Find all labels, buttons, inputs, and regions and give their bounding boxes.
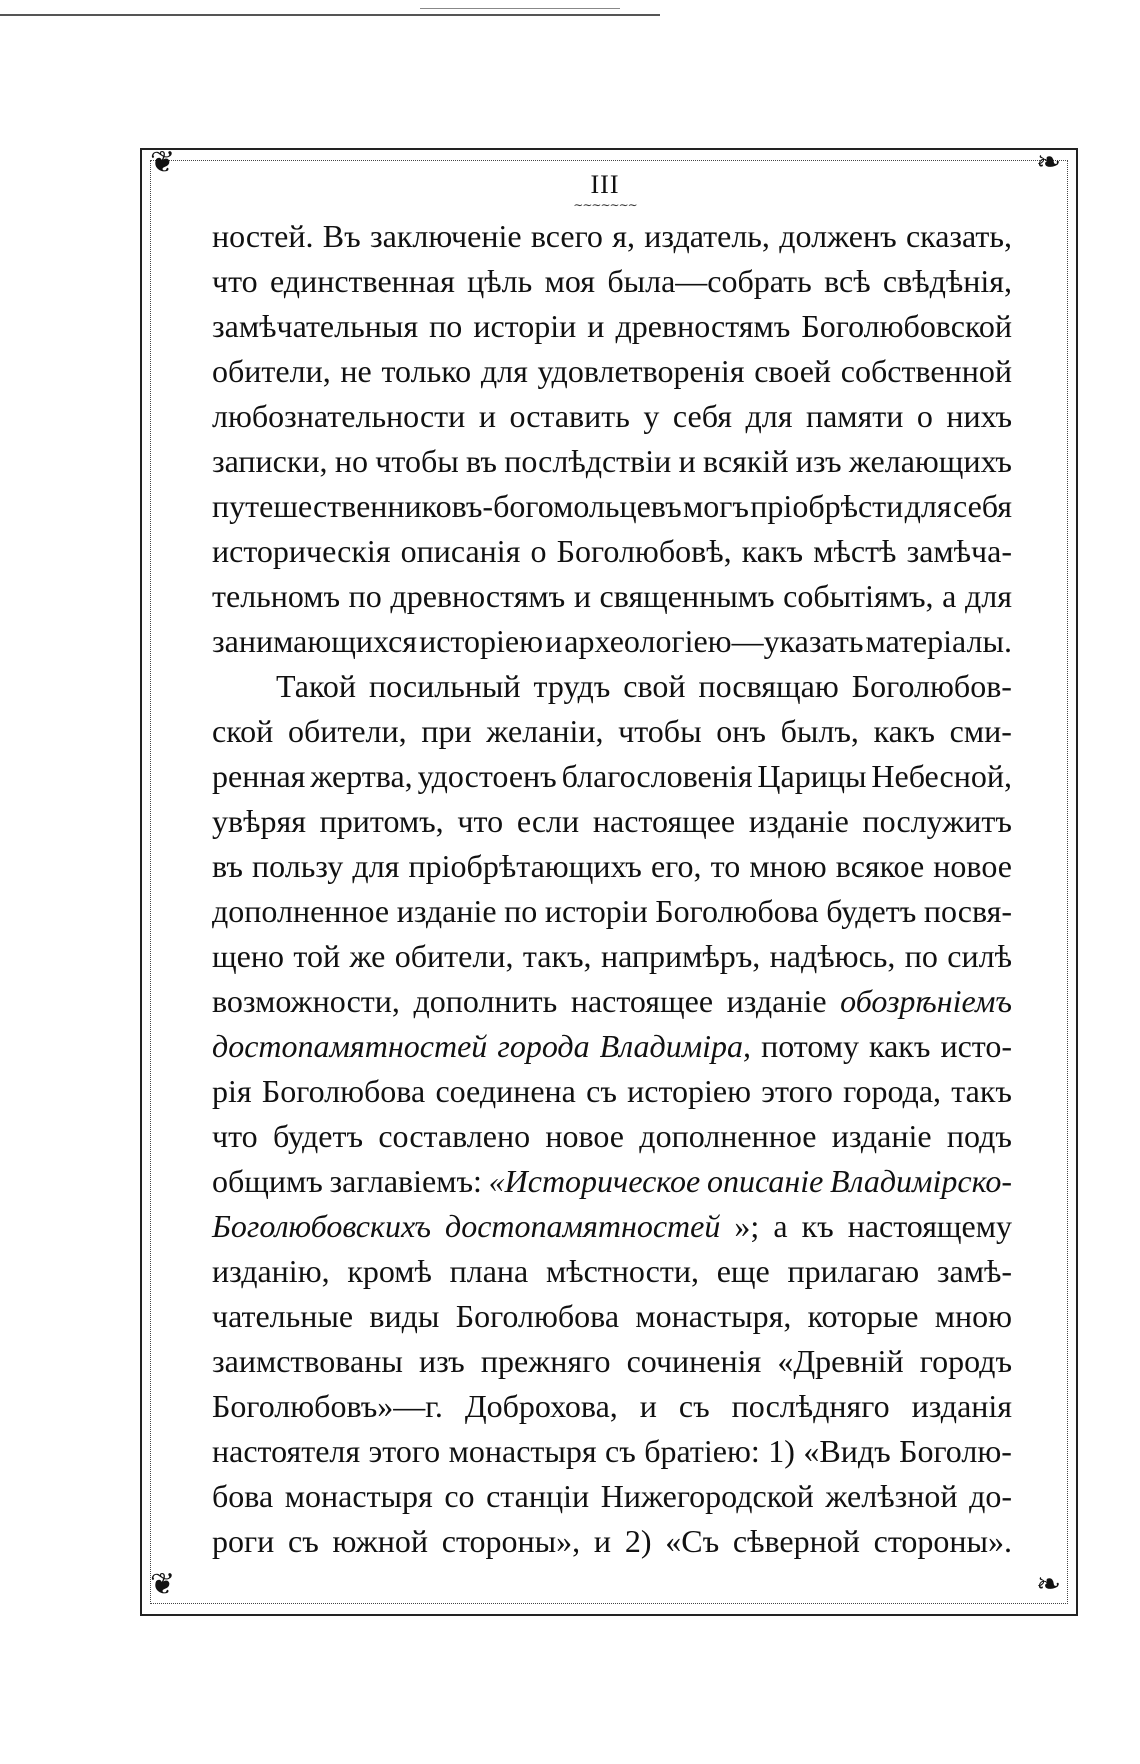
page-number: III [590, 170, 620, 199]
word: и [678, 443, 696, 479]
word: тельномъ [212, 578, 341, 614]
word: той [293, 938, 341, 974]
word: и [639, 1388, 657, 1424]
word: стороны», [441, 1523, 581, 1559]
text-line [212, 259, 1012, 304]
word: плана [449, 1253, 529, 1289]
word: станціи [486, 1478, 590, 1514]
word: цѣль [467, 263, 533, 299]
word: «Съ [665, 1523, 720, 1559]
word: этого [761, 1073, 833, 1109]
corner-ornament-icon: ❦ [150, 145, 176, 180]
word: »; [734, 1208, 760, 1244]
word: исторіи [544, 893, 648, 929]
word: монастыря [448, 1433, 597, 1469]
word: пріобрѣтающихъ [408, 848, 642, 884]
word: я, [612, 218, 635, 254]
word: для [745, 398, 793, 434]
word: чтобы [618, 713, 702, 749]
word: желѣзной [825, 1478, 958, 1514]
word: Доброхова, [464, 1388, 618, 1424]
top-printed-rule [0, 14, 660, 16]
word: какъ [741, 533, 804, 569]
word: что [212, 1118, 258, 1154]
word: чтобы [375, 443, 459, 479]
word: новое [933, 848, 1012, 884]
text-line [212, 574, 1012, 619]
word: сочиненія [626, 1343, 762, 1379]
word: роги [212, 1523, 275, 1559]
word: при [421, 713, 472, 749]
word: послѣдствіи [504, 443, 672, 479]
word: дополнить [413, 983, 558, 1019]
word: замѣчательныя [212, 308, 419, 344]
word: новое [545, 1118, 624, 1154]
word: себя [672, 398, 732, 434]
word: Царицы [757, 758, 867, 794]
word: замѣ- [936, 1253, 1012, 1289]
word: археологіею—указать [564, 623, 864, 659]
word: 2) [624, 1523, 652, 1559]
word: пріобрѣсти [750, 488, 904, 524]
word: всякій [703, 443, 789, 479]
word: настоящее [592, 803, 736, 839]
word: въ [212, 848, 243, 884]
word: себя [952, 488, 1012, 524]
word: у [643, 398, 660, 434]
word: ностей. [212, 218, 314, 254]
word: собственной [840, 353, 1012, 389]
word: Боголю- [899, 1433, 1012, 1469]
word: то [710, 848, 741, 884]
text-line [212, 979, 1012, 1024]
word: по [348, 578, 382, 614]
word: пользу [252, 848, 344, 884]
word: по [504, 893, 538, 929]
word: «Историческое [488, 1163, 701, 1199]
word: жертва, [310, 758, 413, 794]
word: Нижегородской [600, 1478, 814, 1514]
word: напримѣръ, [600, 938, 761, 974]
word: всего [530, 218, 603, 254]
text-line [212, 1294, 1012, 1339]
word: братіею: [644, 1433, 760, 1469]
word: такъ, [522, 938, 592, 974]
word: любознательности [212, 398, 466, 434]
word: щено [212, 938, 284, 974]
word: своей [754, 353, 832, 389]
word: монастыря [284, 1478, 433, 1514]
word: Небесной, [871, 758, 1012, 794]
word: священнымъ [599, 578, 775, 614]
word: съ [586, 1073, 617, 1109]
word: изданіе [396, 893, 497, 929]
word: которые [807, 1298, 919, 1334]
word: въ [466, 443, 497, 479]
word: настоящее [570, 983, 714, 1019]
word: съ [605, 1433, 636, 1469]
word: «Видъ [803, 1433, 891, 1469]
word: замѣча- [906, 533, 1012, 569]
word: Владиміра, [599, 1028, 752, 1064]
text-line [212, 799, 1012, 844]
word: посильный [368, 668, 521, 704]
word: города [497, 1028, 590, 1064]
word: городъ [919, 1343, 1012, 1379]
text-line [212, 214, 1012, 259]
word: и [573, 578, 591, 614]
word: южной [332, 1523, 428, 1559]
word: увѣряя [212, 803, 306, 839]
word: «Древній [777, 1343, 904, 1379]
text-line [212, 1519, 1012, 1564]
word: что [212, 263, 258, 299]
word: исторіею [627, 1073, 752, 1109]
word: сѣверной [732, 1523, 860, 1559]
word: изъ [795, 443, 842, 479]
word: онъ [716, 713, 766, 749]
word: и [587, 308, 605, 344]
text-line [212, 664, 1012, 709]
text-line [212, 1249, 1012, 1294]
word: что [457, 803, 504, 839]
word: по [429, 308, 463, 344]
text-line [212, 1069, 1012, 1114]
word: заимствованы [212, 1343, 403, 1379]
text-line [212, 1024, 1012, 1069]
text-line [212, 709, 1012, 754]
word: послужитъ [862, 803, 1012, 839]
word: еще [716, 1253, 770, 1289]
word: древностямъ [390, 578, 566, 614]
word: благословенія [561, 758, 753, 794]
word: ской [212, 713, 274, 749]
word: рія [212, 1073, 252, 1109]
text-line [212, 1429, 1012, 1474]
word: исто- [940, 1028, 1012, 1064]
word: прежняго [480, 1343, 611, 1379]
word: обозрѣніемъ [840, 983, 1012, 1019]
top-printed-rule-secondary [420, 8, 620, 9]
word: Владимірско- [829, 1163, 1012, 1199]
word: занимающихся [212, 623, 417, 659]
word: всякое [835, 848, 925, 884]
word: сми- [949, 713, 1012, 749]
word: свой [623, 668, 686, 704]
word: о [530, 533, 547, 569]
word: 1) [768, 1433, 795, 1469]
word: достопамятностей [445, 1208, 721, 1244]
word: былъ, [780, 713, 859, 749]
word: составлено [378, 1118, 531, 1154]
word: путешественниковъ-богомольцевъ [212, 488, 682, 524]
text-line [212, 1204, 1012, 1249]
word: подъ [946, 1118, 1012, 1154]
word: притомъ, [319, 803, 444, 839]
word: исторіею [419, 623, 543, 659]
text-line [212, 394, 1012, 439]
word: событіямъ, [783, 578, 934, 614]
word: трудъ [533, 668, 611, 704]
word: до- [969, 1478, 1012, 1514]
word: посвящаю [698, 668, 839, 704]
word: такъ [951, 1073, 1012, 1109]
word: Боголюбова [261, 1073, 426, 1109]
word: со [444, 1478, 475, 1514]
word: послѣдняго [731, 1388, 890, 1424]
word: чательные [212, 1298, 354, 1334]
corner-ornament-icon: ❦ [150, 1567, 176, 1602]
word: дополненное [212, 893, 390, 929]
word: изданія [911, 1388, 1012, 1424]
text-line [212, 754, 1012, 799]
word: свѣдѣнія, [882, 263, 1012, 299]
text-line [212, 529, 1012, 574]
word: же [349, 938, 386, 974]
word: была—собрать [607, 263, 812, 299]
word: съ [678, 1388, 710, 1424]
word: достопамятностей [212, 1028, 488, 1064]
word: желающихъ [848, 443, 1012, 479]
word: и [545, 623, 563, 659]
word: ренная [212, 758, 306, 794]
word: стороны». [873, 1523, 1012, 1559]
word: заглавіемъ: [329, 1163, 482, 1199]
word: Боголюбова [655, 893, 819, 929]
text-line [212, 619, 1012, 664]
word: обители, [212, 353, 331, 389]
word: оставить [509, 398, 630, 434]
word: описанія [400, 533, 521, 569]
word: мѣстности, [545, 1253, 699, 1289]
word: заключеніе [369, 218, 522, 254]
word: города, [843, 1073, 942, 1109]
text-line [212, 844, 1012, 889]
word: изданіе [726, 983, 827, 1019]
word: и [478, 398, 496, 434]
word: Боголюбов- [851, 668, 1012, 704]
word: всѣ [824, 263, 871, 299]
text-line [212, 304, 1012, 349]
word: будетъ [826, 893, 917, 929]
word: настоятеля [212, 1433, 361, 1469]
word: для [352, 848, 400, 884]
word: для [480, 353, 528, 389]
word: для [964, 578, 1012, 614]
word: какъ [869, 1028, 931, 1064]
word: надѣюсь, [769, 938, 896, 974]
text-line [212, 889, 1012, 934]
word: Въ [322, 218, 361, 254]
word: Боголюбовской [801, 308, 1012, 344]
word: возможности, [212, 983, 400, 1019]
word: мѣстѣ [813, 533, 897, 569]
word: изданію, [212, 1253, 330, 1289]
body-text [212, 214, 1012, 1564]
text-line [212, 439, 1012, 484]
text-line [212, 1114, 1012, 1159]
word: съ [288, 1523, 319, 1559]
word: по [904, 938, 938, 974]
word: дополненное [639, 1118, 817, 1154]
word: историческія [212, 533, 391, 569]
word: могъ [683, 488, 749, 524]
word: настоящему [847, 1208, 1012, 1244]
text-line [212, 934, 1012, 979]
word: удостоенъ [417, 758, 557, 794]
word: нихъ [946, 398, 1012, 434]
word: мною [934, 1298, 1012, 1334]
text-line [212, 484, 1012, 529]
word: этого [368, 1433, 441, 1469]
word: будетъ [272, 1118, 364, 1154]
word: изъ [418, 1343, 465, 1379]
word: прилагаю [787, 1253, 920, 1289]
text-line [212, 1474, 1012, 1519]
word: соединена [435, 1073, 576, 1109]
word: Боголюбовскихъ [212, 1208, 431, 1244]
word: обители, [394, 938, 514, 974]
word: желаніи, [486, 713, 604, 749]
word: силѣ [947, 938, 1012, 974]
word: виды [369, 1298, 440, 1334]
word: монастыря, [635, 1298, 792, 1334]
page-number-ornament-icon: ∼∼∼∼∼∼∼ [573, 198, 637, 212]
text-line [212, 1339, 1012, 1384]
word: Боголюбова [455, 1298, 620, 1334]
word: моя [544, 263, 595, 299]
word: памяти [805, 398, 904, 434]
word: Боголюбовъ»—г. [212, 1388, 443, 1424]
word: но [334, 443, 368, 479]
corner-ornament-icon: ❧ [1036, 1567, 1062, 1602]
word: посвя- [923, 893, 1012, 929]
word: кромѣ [347, 1253, 432, 1289]
word: только [381, 353, 472, 389]
word: обители, [287, 713, 407, 749]
word: мною [749, 848, 827, 884]
word: издатель, [644, 218, 770, 254]
corner-ornament-icon: ❧ [1036, 145, 1062, 180]
word: исторіи [473, 308, 577, 344]
word: записки, [212, 443, 328, 479]
word: долженъ [779, 218, 897, 254]
word: если [516, 803, 580, 839]
word: удовлетворенія [537, 353, 745, 389]
word: изданіе [831, 1118, 932, 1154]
word: бова [212, 1478, 274, 1514]
word: о [916, 398, 933, 434]
word: изданіе [748, 803, 849, 839]
word: и [593, 1523, 612, 1559]
text-line [212, 1384, 1012, 1429]
word: для [904, 488, 952, 524]
word: а [942, 578, 957, 614]
word: потому [761, 1028, 859, 1064]
word: а [773, 1208, 788, 1244]
word: сказать, [905, 218, 1012, 254]
word: Боголюбовѣ, [556, 533, 732, 569]
text-line [212, 1159, 1012, 1204]
word: какъ [873, 713, 935, 749]
word: описаніе [706, 1163, 824, 1199]
text-line [212, 349, 1012, 394]
word: его, [650, 848, 702, 884]
word: единственная [270, 263, 455, 299]
word: къ [801, 1208, 834, 1244]
word: не [340, 353, 372, 389]
word: общимъ [212, 1163, 323, 1199]
word: древностямъ [615, 308, 791, 344]
word: Такой [276, 668, 356, 704]
word: матеріалы. [865, 623, 1012, 659]
